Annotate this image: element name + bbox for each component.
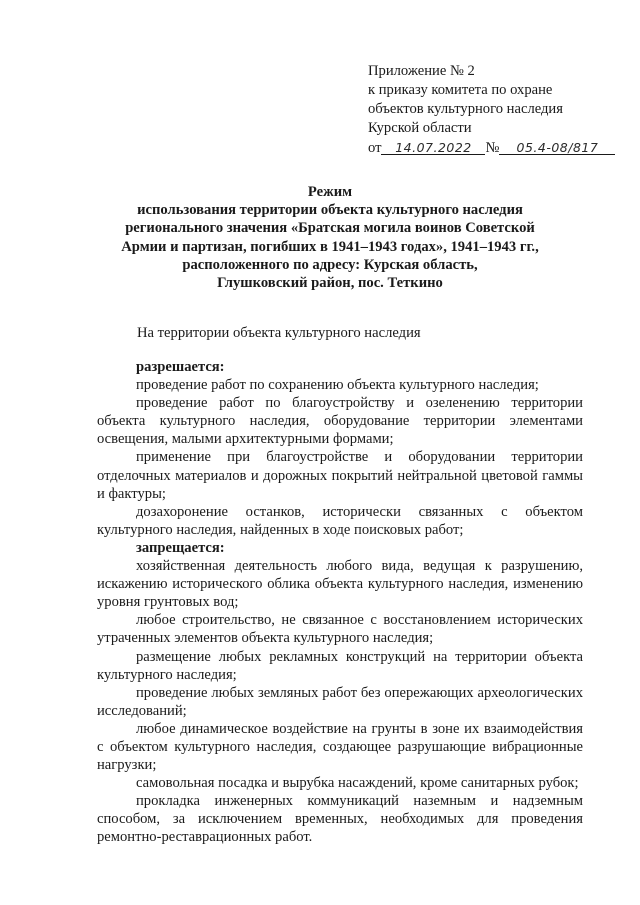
title-line-1: Режим [307,184,353,200]
title-line-3: регионального значения «Братская могила воинов Советской [125,220,535,237]
forbidden-heading: запрещается: [136,539,225,556]
intro-text: На территории объекта культурного наследия [137,325,421,341]
title-line-6: Глушковский район, пос. Теткино [217,275,443,292]
forbidden-item: хозяйственная деятельность любого вида, ведущая к разрушению, искажению исторического облика объекта культурного наследия, изменению уровня грунтовых вод; [97,558,583,611]
appendix-number: Приложение № 2 [368,63,475,79]
allowed-item: проведение работ по благоустройству и озеленению территории объекта культурного наследия, оборудование территории элементами освещения, малыми архитектурными формами; [97,395,583,448]
forbidden-item: любое динамическое воздействие на грунты в зоне их взаимодействия с объектом культурного наследия, создающее разрушающие вибрационные нагрузки; [97,720,583,774]
title-line-2: использования территории объекта культурного наследия [137,202,523,219]
forbidden-item: самовольная посадка и вырубка насаждений, кроме санитарных рубок; [136,775,579,792]
order-date: 14.07.2022 [381,138,485,157]
appendix-committee: объектов культурного наследия [368,101,563,117]
forbidden-item: любое строительство, не связанное с восстановлением исторических утраченных элементов объекта культурного наследия; [97,612,583,647]
title-line-5: расположенного по адресу: Курская область, [182,256,478,273]
allowed-item: применение при благоустройстве и оборудовании территории отделочных материалов и дорожных покрытий нейтральной цветовой гаммы и фактуры; [97,449,583,502]
title-line-4: Армии и партизан, погибших в 1941–1943 годах», 1941–1943 гг., [121,238,539,255]
appendix-block [368,62,630,158]
forbidden-item: прокладка инженерных коммуникаций наземным и надземным способом, за исключением временных, необходимых для проведения ремонтно-реставрационных работ. [97,793,583,846]
forbidden-item: размещение любых рекламных конструкций на территории объекта культурного наследия; [97,648,583,683]
document-body [97,358,583,847]
appendix-region: Курской области [368,120,472,136]
forbidden-item: проведение любых земляных работ без опережающих археологических исследований; [97,684,583,719]
allowed-heading: разрешается: [136,359,225,375]
allowed-item: дозахоронение останков, исторически связанных с объектом культурного наследия, найденных в ходе поисковых работ; [97,503,583,538]
document-title [90,183,570,292]
allowed-item: проведение работ по сохранению объекта культурного наследия; [136,377,539,394]
number-label: № [485,140,500,156]
appendix-date-number-line [368,138,630,158]
from-label: от [368,140,382,156]
appendix-order-ref: к приказу комитета по охране [368,82,553,98]
order-number: 05.4-08/817 [499,138,615,157]
